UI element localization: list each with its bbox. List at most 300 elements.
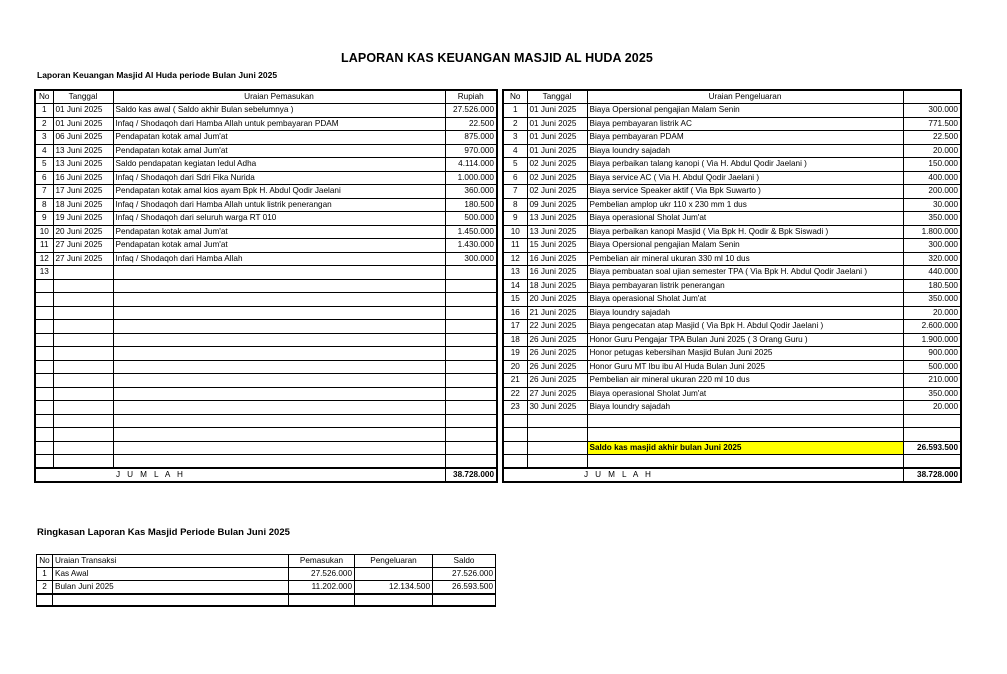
expense-row-amount: 22.500 bbox=[903, 131, 961, 145]
expense-blank-row bbox=[503, 455, 961, 469]
blank-cell bbox=[35, 387, 53, 401]
blank-cell bbox=[113, 401, 445, 415]
income-row-no: 12 bbox=[35, 252, 53, 266]
income-blank-row bbox=[35, 347, 497, 361]
income-row-no: 9 bbox=[35, 212, 53, 226]
expense-body bbox=[503, 104, 961, 442]
blank-cell bbox=[53, 414, 113, 428]
expense-row-amount: 2.600.000 bbox=[903, 320, 961, 334]
income-total-amount: 38.728.000 bbox=[445, 468, 497, 482]
expense-row-no: 22 bbox=[503, 387, 527, 401]
blank-cell bbox=[35, 401, 53, 415]
blank-cell bbox=[35, 347, 53, 361]
blank-cell bbox=[53, 293, 113, 307]
blank-cell bbox=[35, 360, 53, 374]
summary-row-expense: 12.134.500 bbox=[355, 581, 433, 595]
expense-row-no: 18 bbox=[503, 333, 527, 347]
income-table bbox=[34, 89, 498, 483]
blank-cell bbox=[113, 293, 445, 307]
blank-cell bbox=[113, 347, 445, 361]
income-row-no: 6 bbox=[35, 171, 53, 185]
expense-row-date: 20 Juni 2025 bbox=[527, 293, 587, 307]
expense-row bbox=[503, 239, 961, 253]
blank-cell bbox=[53, 333, 113, 347]
expense-row-date: 27 Juni 2025 bbox=[527, 387, 587, 401]
income-row-description bbox=[113, 266, 445, 280]
expense-row-description: Biaya loundry sajadah bbox=[587, 144, 903, 158]
blank-cell bbox=[445, 279, 497, 293]
expense-row-description: Biaya pembayaran listrik penerangan bbox=[587, 279, 903, 293]
blank-cell bbox=[53, 441, 113, 455]
summary-row-balance: 26.593.500 bbox=[433, 581, 496, 595]
income-row bbox=[35, 212, 497, 226]
blank-cell bbox=[445, 428, 497, 442]
expense-table bbox=[502, 89, 962, 483]
income-row-amount: 500.000 bbox=[445, 212, 497, 226]
blank-cell bbox=[53, 401, 113, 415]
expense-row bbox=[503, 401, 961, 415]
blank-cell bbox=[445, 320, 497, 334]
blank-cell bbox=[445, 360, 497, 374]
blank-cell bbox=[35, 374, 53, 388]
summary-header-balance: Saldo bbox=[433, 555, 496, 568]
blank-cell bbox=[35, 414, 53, 428]
blank-cell bbox=[53, 306, 113, 320]
expense-row-amount: 300.000 bbox=[903, 239, 961, 253]
expense-row-amount: 320.000 bbox=[903, 252, 961, 266]
income-blank-row bbox=[35, 414, 497, 428]
income-row-amount: 1.430.000 bbox=[445, 239, 497, 253]
expense-row-date: 02 Juni 2025 bbox=[527, 158, 587, 172]
income-row-date: 13 Juni 2025 bbox=[53, 144, 113, 158]
blank-cell bbox=[289, 594, 355, 606]
summary-title: Ringkasan Laporan Kas Masjid Periode Bulan Juni 2025 bbox=[37, 527, 290, 538]
summary-row-description: Kas Awal bbox=[53, 568, 289, 581]
income-blank-row bbox=[35, 441, 497, 455]
blank-cell bbox=[113, 441, 445, 455]
income-row bbox=[35, 131, 497, 145]
income-row bbox=[35, 225, 497, 239]
expense-row bbox=[503, 144, 961, 158]
expense-row-amount: 1.900.000 bbox=[903, 333, 961, 347]
expense-blank-row bbox=[503, 414, 961, 428]
report-subtitle: Laporan Keuangan Masjid Al Huda periode Bulan Juni 2025 bbox=[37, 70, 278, 80]
expense-row-amount: 20.000 bbox=[903, 401, 961, 415]
income-row-date: 01 Juni 2025 bbox=[53, 117, 113, 131]
expense-row-description: Pembelian air mineral ukuran 330 ml 10 dus bbox=[587, 252, 903, 266]
income-row bbox=[35, 144, 497, 158]
expense-row-amount: 771.500 bbox=[903, 117, 961, 131]
expense-row-description: Biaya operasional Sholat Jum'at bbox=[587, 212, 903, 226]
income-row-amount bbox=[445, 266, 497, 280]
income-row-description: Infaq / Shodaqoh dari Sdri Fika Nurida bbox=[113, 171, 445, 185]
expense-row bbox=[503, 225, 961, 239]
expense-row-description: Biaya operasional Sholat Jum'at bbox=[587, 387, 903, 401]
summary-header-no: No bbox=[37, 555, 53, 568]
income-row bbox=[35, 104, 497, 118]
summary-row-income: 27.526.000 bbox=[289, 568, 355, 581]
blank-cell bbox=[53, 428, 113, 442]
blank-cell bbox=[445, 347, 497, 361]
income-blank-row bbox=[35, 374, 497, 388]
summary-row-income: 11.202.000 bbox=[289, 581, 355, 595]
income-row-description: Pendapatan kotak amal Jum'at bbox=[113, 239, 445, 253]
income-header-date: Tanggal bbox=[53, 90, 113, 104]
blank-cell bbox=[445, 374, 497, 388]
expense-row-description: Biaya service AC ( Via H. Abdul Qodir Jaelani ) bbox=[587, 171, 903, 185]
expense-header-no: No bbox=[503, 90, 527, 104]
expense-row bbox=[503, 293, 961, 307]
blank-cell bbox=[53, 387, 113, 401]
closing-balance-label: Saldo kas masjid akhir bulan Juni 2025 bbox=[587, 441, 903, 455]
blank-cell bbox=[53, 320, 113, 334]
income-row-amount: 22.500 bbox=[445, 117, 497, 131]
income-row-no: 11 bbox=[35, 239, 53, 253]
expense-row-amount: 1.800.000 bbox=[903, 225, 961, 239]
expense-row bbox=[503, 171, 961, 185]
blank-cell bbox=[503, 455, 527, 469]
blank-cell bbox=[35, 441, 53, 455]
expense-row-description: Honor Guru Pengajar TPA Bulan Juni 2025 ( 3 Orang Guru ) bbox=[587, 333, 903, 347]
blank-cell bbox=[527, 455, 587, 469]
expense-row-description: Biaya Opersional pengajian Malam Senin bbox=[587, 239, 903, 253]
summary-row bbox=[37, 581, 496, 595]
expense-row-no: 17 bbox=[503, 320, 527, 334]
summary-header-row bbox=[37, 555, 496, 568]
expense-total-amount: 38.728.000 bbox=[903, 468, 961, 482]
expense-row bbox=[503, 320, 961, 334]
blank-cell bbox=[53, 374, 113, 388]
expense-row bbox=[503, 347, 961, 361]
blank-cell bbox=[35, 428, 53, 442]
income-row-date: 06 Juni 2025 bbox=[53, 131, 113, 145]
expense-row-date: 26 Juni 2025 bbox=[527, 347, 587, 361]
closing-balance-amount: 26.593.500 bbox=[903, 441, 961, 455]
income-row-description: Pendapatan kotak amal Jum'at bbox=[113, 225, 445, 239]
expense-row-date: 02 Juni 2025 bbox=[527, 171, 587, 185]
expense-row-date: 16 Juni 2025 bbox=[527, 252, 587, 266]
expense-row-date: 22 Juni 2025 bbox=[527, 320, 587, 334]
blank-cell bbox=[445, 401, 497, 415]
income-blank-row bbox=[35, 428, 497, 442]
income-row-description: Pendapatan kotak amal kios ayam Bpk H. Abdul Qodir Jaelani bbox=[113, 185, 445, 199]
blank-cell bbox=[355, 594, 433, 606]
expense-row bbox=[503, 387, 961, 401]
blank-cell bbox=[903, 428, 961, 442]
expense-row bbox=[503, 198, 961, 212]
income-header-no: No bbox=[35, 90, 53, 104]
blank-cell bbox=[37, 594, 53, 606]
expense-row-no: 12 bbox=[503, 252, 527, 266]
income-row-description: Pendapatan kotak amal Jum'at bbox=[113, 131, 445, 145]
expense-row bbox=[503, 252, 961, 266]
income-row-no: 8 bbox=[35, 198, 53, 212]
expense-row-amount: 500.000 bbox=[903, 360, 961, 374]
expense-row-no: 21 bbox=[503, 374, 527, 388]
expense-row bbox=[503, 279, 961, 293]
income-row-amount: 970.000 bbox=[445, 144, 497, 158]
income-row-date: 27 Juni 2025 bbox=[53, 252, 113, 266]
expense-row-description: Biaya pengecatan atap Masjid ( Via Bpk H. Abdul Qodir Jaelani ) bbox=[587, 320, 903, 334]
income-blank-row bbox=[35, 360, 497, 374]
expense-row-date: 30 Juni 2025 bbox=[527, 401, 587, 415]
income-row bbox=[35, 198, 497, 212]
blank-cell bbox=[35, 293, 53, 307]
income-row-no: 1 bbox=[35, 104, 53, 118]
income-row-date: 27 Juni 2025 bbox=[53, 239, 113, 253]
income-row-date: 17 Juni 2025 bbox=[53, 185, 113, 199]
expense-row-no: 11 bbox=[503, 239, 527, 253]
expense-row-date: 02 Juni 2025 bbox=[527, 185, 587, 199]
summary-header-income: Pemasukan bbox=[289, 555, 355, 568]
blank-cell bbox=[445, 306, 497, 320]
income-row-no: 7 bbox=[35, 185, 53, 199]
blank-cell bbox=[527, 428, 587, 442]
expense-row-amount: 210.000 bbox=[903, 374, 961, 388]
expense-row-description: Biaya pembuatan soal ujian semester TPA ( Via Bpk H. Abdul Qodir Jaelani ) bbox=[587, 266, 903, 280]
income-row bbox=[35, 171, 497, 185]
expense-row bbox=[503, 158, 961, 172]
expense-closing-row bbox=[503, 441, 961, 455]
blank-cell bbox=[35, 333, 53, 347]
expense-row-no: 16 bbox=[503, 306, 527, 320]
income-row-description: Saldo pendapatan kegiatan Iedul Adha bbox=[113, 158, 445, 172]
blank-cell bbox=[113, 455, 445, 469]
blank-cell bbox=[35, 455, 53, 469]
blank-cell bbox=[53, 594, 289, 606]
expense-row-date: 01 Juni 2025 bbox=[527, 104, 587, 118]
expense-row-no: 20 bbox=[503, 360, 527, 374]
expense-row-no: 2 bbox=[503, 117, 527, 131]
blank-cell bbox=[113, 428, 445, 442]
report-title: LAPORAN KAS KEUANGAN MASJID AL HUDA 2025 bbox=[341, 51, 653, 65]
blank-cell bbox=[445, 455, 497, 469]
income-row-amount: 300.000 bbox=[445, 252, 497, 266]
summary-blank-row bbox=[37, 594, 496, 606]
income-blank-row bbox=[35, 387, 497, 401]
expense-closing-no bbox=[503, 441, 527, 455]
blank-cell bbox=[53, 455, 113, 469]
expense-row-description: Pembelian air mineral ukuran 220 ml 10 dus bbox=[587, 374, 903, 388]
summary-table bbox=[36, 554, 496, 607]
income-row-no: 2 bbox=[35, 117, 53, 131]
expense-row-no: 15 bbox=[503, 293, 527, 307]
expense-row-description: Biaya loundry sajadah bbox=[587, 401, 903, 415]
expense-row bbox=[503, 185, 961, 199]
income-row-amount: 4.114.000 bbox=[445, 158, 497, 172]
expense-row-no: 8 bbox=[503, 198, 527, 212]
expense-row-amount: 350.000 bbox=[903, 212, 961, 226]
expense-total-row bbox=[503, 468, 961, 482]
income-row-amount: 1.000.000 bbox=[445, 171, 497, 185]
income-row-date: 20 Juni 2025 bbox=[53, 225, 113, 239]
expense-row-date: 26 Juni 2025 bbox=[527, 360, 587, 374]
expense-row-no: 3 bbox=[503, 131, 527, 145]
expense-closing-date bbox=[527, 441, 587, 455]
income-header-amount: Rupiah bbox=[445, 90, 497, 104]
summary-header-description: Uraian Transaksi bbox=[53, 555, 289, 568]
income-row-description: Infaq / Shodaqoh dari seluruh warga RT 010 bbox=[113, 212, 445, 226]
income-row-date bbox=[53, 266, 113, 280]
income-blank-row bbox=[35, 455, 497, 469]
blank-cell bbox=[35, 279, 53, 293]
blank-cell bbox=[53, 360, 113, 374]
blank-cell bbox=[113, 387, 445, 401]
expense-row-amount: 300.000 bbox=[903, 104, 961, 118]
expense-row-description: Biaya service Speaker aktif ( Via Bpk Suwarto ) bbox=[587, 185, 903, 199]
income-row-description: Infaq / Shodaqoh dari Hamba Allah untuk pembayaran PDAM bbox=[113, 117, 445, 131]
expense-row-amount: 350.000 bbox=[903, 387, 961, 401]
expense-row-no: 6 bbox=[503, 171, 527, 185]
blank-cell bbox=[113, 374, 445, 388]
expense-row-no: 14 bbox=[503, 279, 527, 293]
blank-cell bbox=[53, 279, 113, 293]
expense-total-label: J U M L A H bbox=[503, 468, 903, 482]
summary-row-no: 2 bbox=[37, 581, 53, 595]
expense-row-description: Biaya operasional Sholat Jum'at bbox=[587, 293, 903, 307]
expense-row bbox=[503, 212, 961, 226]
income-row-no: 3 bbox=[35, 131, 53, 145]
expense-row-date: 16 Juni 2025 bbox=[527, 266, 587, 280]
blank-cell bbox=[113, 414, 445, 428]
expense-row-description: Honor Guru MT Ibu ibu Al Huda Bulan Juni 2025 bbox=[587, 360, 903, 374]
expense-row-no: 19 bbox=[503, 347, 527, 361]
expense-row-description: Honor petugas kebersihan Masjid Bulan Juni 2025 bbox=[587, 347, 903, 361]
expense-row-date: 09 Juni 2025 bbox=[527, 198, 587, 212]
expense-header-row bbox=[503, 90, 961, 104]
income-row-date: 19 Juni 2025 bbox=[53, 212, 113, 226]
expense-row-no: 4 bbox=[503, 144, 527, 158]
summary-row-expense bbox=[355, 568, 433, 581]
expense-row-amount: 20.000 bbox=[903, 306, 961, 320]
income-row-no: 5 bbox=[35, 158, 53, 172]
expense-row bbox=[503, 306, 961, 320]
expense-row-no: 1 bbox=[503, 104, 527, 118]
income-header-description: Uraian Pemasukan bbox=[113, 90, 445, 104]
expense-row-date: 01 Juni 2025 bbox=[527, 117, 587, 131]
income-row-no: 4 bbox=[35, 144, 53, 158]
expense-row-no: 5 bbox=[503, 158, 527, 172]
blank-cell bbox=[503, 428, 527, 442]
expense-row-date: 13 Juni 2025 bbox=[527, 212, 587, 226]
blank-cell bbox=[587, 414, 903, 428]
expense-row-no: 10 bbox=[503, 225, 527, 239]
blank-cell bbox=[587, 455, 903, 469]
blank-cell bbox=[113, 320, 445, 334]
blank-cell bbox=[445, 441, 497, 455]
expense-row bbox=[503, 104, 961, 118]
expense-row-date: 18 Juni 2025 bbox=[527, 279, 587, 293]
blank-cell bbox=[903, 455, 961, 469]
income-row-amount: 360.000 bbox=[445, 185, 497, 199]
income-blank-row bbox=[35, 306, 497, 320]
summary-row-description: Bulan Juni 2025 bbox=[53, 581, 289, 595]
income-row-date: 18 Juni 2025 bbox=[53, 198, 113, 212]
expense-row bbox=[503, 131, 961, 145]
income-row-description: Infaq / Shodaqoh dari Hamba Allah untuk listrik penerangan bbox=[113, 198, 445, 212]
blank-cell bbox=[35, 306, 53, 320]
expense-row-date: 26 Juni 2025 bbox=[527, 374, 587, 388]
income-blank-row bbox=[35, 320, 497, 334]
expense-row-no: 23 bbox=[503, 401, 527, 415]
income-row bbox=[35, 158, 497, 172]
expense-row-description: Biaya perbaikan kanopi Masjid ( Via Bpk H. Qodir & Bpk Siswadi ) bbox=[587, 225, 903, 239]
summary-body bbox=[37, 568, 496, 595]
expense-row-amount: 20.000 bbox=[903, 144, 961, 158]
expense-row-no: 9 bbox=[503, 212, 527, 226]
expense-row-description: Biaya perbaikan talang kanopi ( Via H. Abdul Qodir Jaelani ) bbox=[587, 158, 903, 172]
expense-row-date: 26 Juni 2025 bbox=[527, 333, 587, 347]
expense-row-no: 13 bbox=[503, 266, 527, 280]
blank-cell bbox=[113, 306, 445, 320]
expense-row-amount: 150.000 bbox=[903, 158, 961, 172]
expense-header-date: Tanggal bbox=[527, 90, 587, 104]
income-blank-row bbox=[35, 333, 497, 347]
blank-cell bbox=[433, 594, 496, 606]
income-row-amount: 27.526.000 bbox=[445, 104, 497, 118]
expense-header-description: Uraian Pengeluaran bbox=[587, 90, 903, 104]
blank-cell bbox=[113, 360, 445, 374]
income-row bbox=[35, 239, 497, 253]
income-row bbox=[35, 252, 497, 266]
income-row-no: 13 bbox=[35, 266, 53, 280]
income-row-date: 01 Juni 2025 bbox=[53, 104, 113, 118]
blank-cell bbox=[53, 347, 113, 361]
expense-row-description: Biaya Opersional pengajian Malam Senin bbox=[587, 104, 903, 118]
expense-row-amount: 200.000 bbox=[903, 185, 961, 199]
income-row-amount: 1.450.000 bbox=[445, 225, 497, 239]
summary-header-expense: Pengeluaran bbox=[355, 555, 433, 568]
expense-row-date: 21 Juni 2025 bbox=[527, 306, 587, 320]
expense-row bbox=[503, 266, 961, 280]
income-row-date: 16 Juni 2025 bbox=[53, 171, 113, 185]
expense-header-amount bbox=[903, 90, 961, 104]
expense-row-amount: 400.000 bbox=[903, 171, 961, 185]
expense-row-description: Pembelian amplop ukr 110 x 230 mm 1 dus bbox=[587, 198, 903, 212]
income-blank-row bbox=[35, 401, 497, 415]
blank-cell bbox=[587, 428, 903, 442]
expense-row bbox=[503, 360, 961, 374]
expense-row-amount: 900.000 bbox=[903, 347, 961, 361]
summary-row bbox=[37, 568, 496, 581]
blank-cell bbox=[445, 387, 497, 401]
income-row-description: Saldo kas awal ( Saldo akhir Bulan sebelumnya ) bbox=[113, 104, 445, 118]
summary-row-balance: 27.526.000 bbox=[433, 568, 496, 581]
expense-row-no: 7 bbox=[503, 185, 527, 199]
income-blank-row bbox=[35, 279, 497, 293]
expense-row-amount: 440.000 bbox=[903, 266, 961, 280]
expense-row-description: Biaya pembayaran PDAM bbox=[587, 131, 903, 145]
expense-row-date: 15 Juni 2025 bbox=[527, 239, 587, 253]
expense-row-description: Biaya loundry sajadah bbox=[587, 306, 903, 320]
income-row-amount: 180.500 bbox=[445, 198, 497, 212]
income-header-row bbox=[35, 90, 497, 104]
blank-cell bbox=[527, 414, 587, 428]
expense-row bbox=[503, 333, 961, 347]
blank-cell bbox=[445, 293, 497, 307]
income-total-label: J U M L A H bbox=[35, 468, 445, 482]
income-row bbox=[35, 185, 497, 199]
expense-row-amount: 350.000 bbox=[903, 293, 961, 307]
expense-row-date: 13 Juni 2025 bbox=[527, 225, 587, 239]
income-blank-row bbox=[35, 293, 497, 307]
income-row-description: Infaq / Shodaqoh dari Hamba Allah bbox=[113, 252, 445, 266]
blank-cell bbox=[113, 333, 445, 347]
income-row-description: Pendapatan kotak amal Jum'at bbox=[113, 144, 445, 158]
income-row bbox=[35, 266, 497, 280]
summary-row-no: 1 bbox=[37, 568, 53, 581]
blank-cell bbox=[903, 414, 961, 428]
